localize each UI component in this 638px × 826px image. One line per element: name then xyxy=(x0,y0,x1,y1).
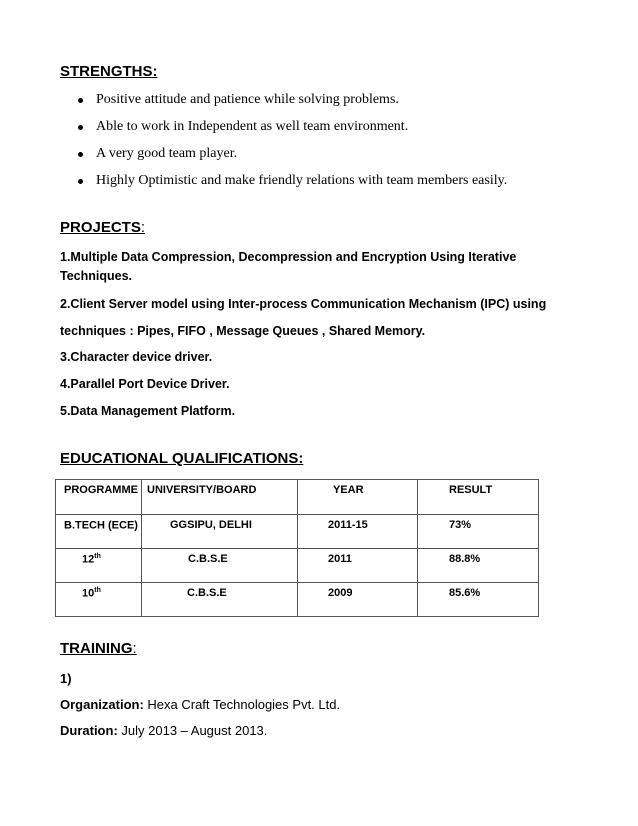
project-line: 3.Character device driver. xyxy=(60,350,213,364)
duration-value: July 2013 – August 2013. xyxy=(117,723,268,738)
list-item xyxy=(78,171,507,198)
education-heading xyxy=(60,450,303,467)
training-organization xyxy=(60,697,340,712)
table-row xyxy=(56,515,539,549)
table-header-row xyxy=(56,480,539,515)
strengths-title: STRENGTHS: xyxy=(60,63,158,80)
bullet-icon xyxy=(78,179,83,184)
bullet-icon xyxy=(78,125,83,130)
list-item xyxy=(78,144,507,171)
bullet-icon xyxy=(78,98,83,103)
table-row xyxy=(56,583,539,617)
education-table-wrap xyxy=(55,479,538,617)
training-heading xyxy=(60,640,137,657)
year-cell: 2011 xyxy=(298,549,418,583)
list-item xyxy=(78,90,507,117)
header-cell: YEAR xyxy=(298,480,418,515)
training-number: 1) xyxy=(60,671,72,686)
year-cell: 2009 xyxy=(298,583,418,617)
result-cell: 88.8% xyxy=(418,549,539,583)
table-row xyxy=(56,549,539,583)
year-cell: 2011-15 xyxy=(298,515,418,549)
board-cell: C.B.S.E xyxy=(142,583,298,617)
duration-label: Duration: xyxy=(60,723,118,738)
projects-title: PROJECTS xyxy=(60,219,141,236)
bullet-icon xyxy=(78,152,83,157)
header-cell: PROGRAMME xyxy=(56,480,142,515)
header-cell: RESULT xyxy=(418,480,539,515)
strength-text: Positive attitude and patience while solving problems. xyxy=(96,92,399,107)
strength-text: A very good team player. xyxy=(96,146,238,161)
training-colon: : xyxy=(132,640,137,657)
strength-text: Highly Optimistic and make friendly relations with team members easily. xyxy=(96,173,508,188)
project-line: techniques : Pipes, FIFO , Message Queues , Shared Memory. xyxy=(60,324,426,338)
board-cell: C.B.S.E xyxy=(142,549,298,583)
project-line: 4.Parallel Port Device Driver. xyxy=(60,377,230,391)
projects-heading xyxy=(60,219,145,236)
project-line: Techniques. xyxy=(60,269,133,283)
programme-cell: B.TECH (ECE) xyxy=(56,515,142,549)
training-duration xyxy=(60,723,267,738)
list-item xyxy=(78,117,507,144)
project-line: 1.Multiple Data Compression, Decompression and Encryption Using Iterative xyxy=(60,250,517,264)
strength-text: Able to work in Independent as well team environment. xyxy=(96,119,409,134)
result-cell: 85.6% xyxy=(418,583,539,617)
board-cell: GGSIPU, DELHI xyxy=(142,515,298,549)
education-table xyxy=(55,479,539,617)
education-title: EDUCATIONAL QUALIFICATIONS: xyxy=(60,450,304,467)
programme-cell: 12th xyxy=(56,549,142,583)
header-cell: UNIVERSITY/BOARD xyxy=(142,480,298,515)
projects-colon: : xyxy=(140,219,146,236)
project-line: 5.Data Management Platform. xyxy=(60,404,236,418)
training-title: TRAINING xyxy=(60,640,133,657)
strengths-heading xyxy=(60,63,158,80)
strengths-list xyxy=(78,90,507,198)
project-line: 2.Client Server model using Inter-process Communication Mechanism (IPC) using xyxy=(60,297,547,311)
programme-cell: 10th xyxy=(56,583,142,617)
result-cell: 73% xyxy=(418,515,539,549)
organization-value: Hexa Craft Technologies Pvt. Ltd. xyxy=(143,697,341,712)
organization-label: Organization: xyxy=(60,697,144,712)
